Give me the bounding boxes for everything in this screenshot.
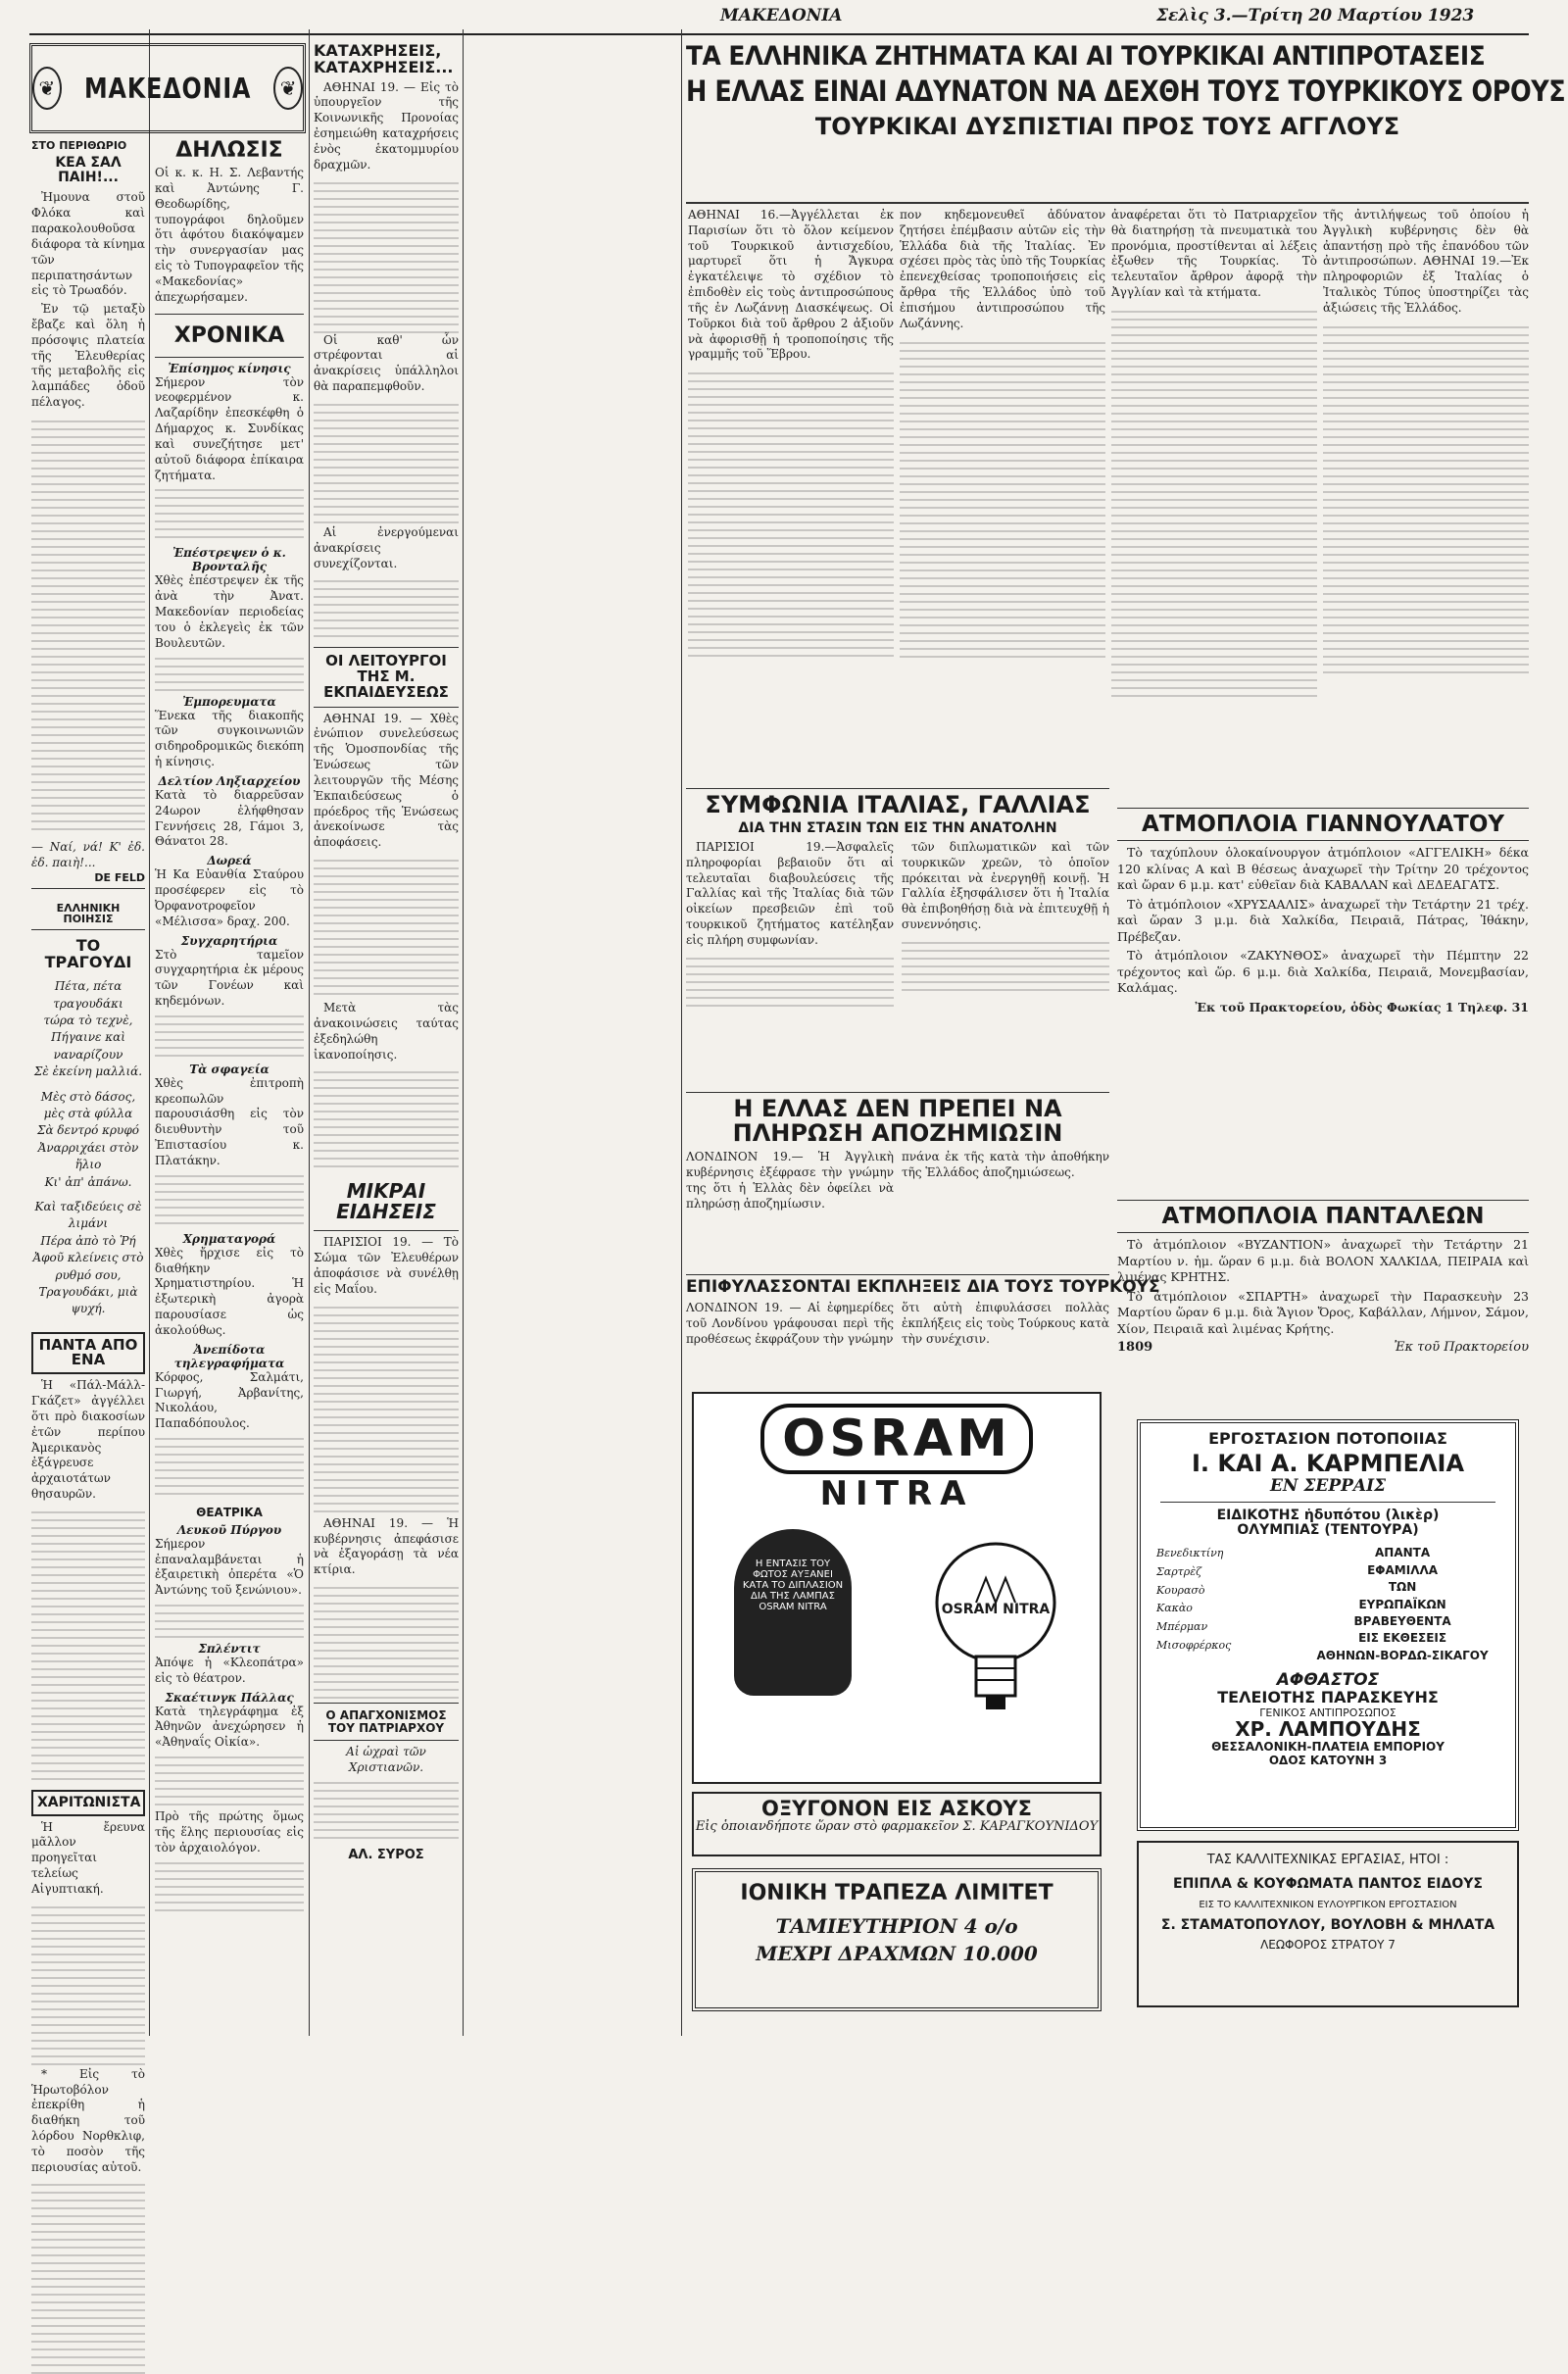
divider (314, 647, 459, 648)
item-head: Ἐμπορευματα (182, 694, 276, 709)
poem-line: Σὲ ἐκείνη μαλλιά. (33, 1064, 143, 1079)
item-head: Τὰ σφαγεία (189, 1062, 270, 1076)
article-paragraph: Ἐν τῷ μεταξὺ ἔβαζε καὶ ὅλη ἡ πρόσοψις πλατεία τῆς Ἐλευθερίας τῆς μεταβολῆς εἰς λαμπάδες ὁδοῦ πέλαγος. (31, 302, 145, 410)
osram-logo-frame (760, 1404, 1033, 1474)
text-block (155, 1169, 304, 1228)
text-block (314, 1301, 459, 1516)
divider (314, 707, 459, 708)
chronika-title: ΧΡΟΝΙΚΑ (173, 322, 285, 348)
ship1-paragraph: Τὸ ἀτμόπλοιον «ΖΑΚΥΝΘΟΣ» ἀναχωρεῖ τὴν Πέμπτην 22 τρέχοντος καὶ ὥρ. 6 μ.μ. διὰ Χαλκίδα, Πειραιᾶ, Μονεμβασίαν, Καλάμας. (1117, 948, 1529, 996)
poem-line: Ἀναρριχάει στὸν ἥλιο (37, 1140, 139, 1172)
divider (1117, 1232, 1529, 1233)
divider (686, 1274, 1109, 1275)
box2-title: ΧΑΡΙΤΩΝΙΣΤΑ (37, 1794, 141, 1810)
light-bulb-icon (932, 1529, 1059, 1735)
item-text: Χθὲς ἐπέστρεψεν ἐκ τῆς ἀνὰ τὴν Ἀνατ. Μακεδονίαν περιοδείας του ὁ ἐκλεγεὶς ἐκ τῶν Βουλευτῶν. (155, 573, 304, 650)
column-rule (149, 29, 150, 2036)
running-header-paper: ΜΑΚΕΔΟΝΙΑ (720, 6, 843, 25)
divider (686, 788, 1109, 789)
masthead-emblem-icon: ❦ (273, 67, 303, 110)
teachers-paragraph: ΑΘΗΝΑΙ 19. — Χθὲς ἐνώπιον συνελεύσεως τῆς Ὁμοσπονδίας τῆς Ἑνώσεως τῶν λειτουργῶν τῆς Μέσης Ἐκπαιδεύσεως ὁ πρόεδρος τῆς Ἑνώσεως ἀνεκοίνωσε τὰς ἀποφάσεις. (314, 711, 459, 850)
poem-section: ΕΛΛΗΝΙΚΗ ΠΟΙΗΣΙΣ (56, 901, 121, 926)
headline-main: ΤΑ ΕΛΛΗΝΙΚΑ ΖΗΤΗΜΑΤΑ ΚΑΙ ΑΙ ΤΟΥΡΚΙΚΑΙ ΑΝΤΙΠΡΟΤΑΣΕΙΣ (686, 41, 1486, 72)
divider (314, 1703, 459, 1704)
main-article-col (688, 208, 894, 776)
factory-claim: ΕΦΑΜΙΛΛΑ (1367, 1562, 1439, 1577)
poem-line: Καὶ ταξιδεύεις σὲ λιμάνι (34, 1200, 142, 1231)
signature: DE FELD (94, 870, 145, 884)
header-rule (29, 33, 1529, 35)
item-text: Κατὰ τηλεγράφημα ἐξ Ἀθηνῶν ἀνεχώρησεν ἡ «Ἀθηναΐς Οἰκία». (155, 1704, 304, 1750)
workshop-line: Σ. ΣΤΑΜΑΤΟΠΟΥΛΟΥ, ΒΟΥΛΟΒΗ & ΜΗΛΑΤΑ (1160, 1916, 1495, 1933)
patriarch-subtitle: Αἱ ὠχραὶ τῶν Χριστιανῶν. (346, 1745, 426, 1775)
text-block (31, 1901, 145, 2067)
factory-product: Μισοφρέρκος (1156, 1638, 1232, 1652)
italy-subtitle: ΔΙΑ ΤΗΝ ΣΤΑΣΙΝ ΤΩΝ ΕΙΣ ΤΗΝ ΑΝΑΤΟΛΗΝ (738, 820, 1057, 837)
masthead-title: ΜΑΚΕΔΟΝΙΑ (83, 72, 252, 105)
divider (31, 888, 145, 889)
briefs-paragraph: ΑΘΗΝΑΙ 19. — Ἡ κυβέρνησις ἀπεφάσισε νὰ ἐξαγοράσῃ τὰ νέα κτίρια. (314, 1515, 459, 1577)
workshop-title: ΤΑΣ ΚΑΛΛΙΤΕΧΝΙΚΑΣ ΕΡΓΑΣΙΑΣ, ΗΤΟΙ : (1206, 1853, 1449, 1867)
factory-product: Κακὰο (1156, 1602, 1193, 1615)
factory-claim: ΒΡΑΒΕΥΘΕΝΤΑ (1353, 1613, 1451, 1628)
factory-foot: ΤΕΛΕΙΟΤΗΣ ΠΑΡΑΣΚΕΥΗΣ (1217, 1687, 1439, 1706)
box-paragraph: Ἡ «Πάλ-Μάλλ-Γκάζετ» ἀγγέλλει ὅτι πρὸ διακοσίων ἐτῶν περίπου Ἀμερικανὸς ἐξάγρευσε ἀρχαιοτάτων θησαυρῶν. (31, 1378, 145, 1502)
divider (1117, 808, 1529, 809)
factory-product: Κουρασὸ (1156, 1583, 1205, 1597)
text-block (155, 1010, 304, 1059)
item-text: Σήμερον τὸν νεοφερμένον κ. Λαζαρίδην ἐπεσκέφθη ὁ Δήμαρχος κ. Συνδίκας καὶ συνεζήτησε μετ' αὐτοῦ διάφορα ἐπίκαιρα ζητήματα. (155, 374, 304, 482)
item-head: Δελτίον Ληξιαρχείου (158, 773, 301, 788)
ship2-foot-right: Ἐκ τοῦ Πρακτορείου (1394, 1340, 1529, 1356)
running-header-date: Σελὶς 3.—Τρίτη 20 Μαρτίου 1923 (1156, 6, 1475, 25)
ship1-title: ΑΤΜΟΠΛΟΙΑ ΓΙΑΝΝΟΥΛΑΤΟΥ (1141, 812, 1505, 837)
factory-claim: ΕΥΡΩΠΑΪΚΩΝ (1358, 1597, 1446, 1611)
briefs-title: ΜΙΚΡΑΙ ΕΙΔΗΣΕΙΣ (336, 1179, 436, 1224)
workshop-ad (1137, 1841, 1519, 2007)
box2-paragraph: * Εἰς τὸ Ἡρωτοβόλον ἐπεκρίθη ἡ διαθήκη τοῦ λόρδου Νορθκλιφ, τὸ ποσὸν τῆς περιουσίας αὐτοῦ. (31, 2066, 145, 2174)
item-head: Δωρεά (207, 854, 252, 868)
main-article-text: ἀναφέρεται ὅτι τὸ Πατριαρχεῖον θὰ διατηρήσῃ τὰ πνευματικὰ του προνόμια, προστίθενται αἱ λέξεις ἐξωθεν τῆς Τουρκίας. Τὸ τελευταῖον ἄρθρον ἀφορᾷ τὴν Ἀγγλίαν καὶ τὰ κτήματα. (1111, 208, 1317, 300)
theatre-head: ΘΕΑΤΡΙΚΑ (196, 1506, 263, 1520)
divider (314, 1740, 459, 1741)
text-block (155, 483, 304, 542)
poem-line: Πήγαινε καὶ ναναρίζουν (51, 1030, 125, 1062)
teachers-paragraph: Μετὰ τὰς ἀνακοινώσεις ταύτας ἐξεδηλώθη ἰκανοποίησις. (314, 1001, 459, 1062)
box2-title-frame (31, 1790, 145, 1816)
workshop-line: ΕΠΙΠΛΑ & ΚΟΥΦΩΜΑΤΑ ΠΑΝΤΟΣ ΕΙΔΟΥΣ (1173, 1876, 1483, 1892)
workshop-line: ΕΙΣ ΤΟ ΚΑΛΛΙΤΕΧΝΙΚΟΝ ΕΥΛΟΥΡΓΙΚΟΝ ΕΡΓΟΣΤΑΣΙΟΝ (1199, 1899, 1457, 1910)
bank-limit: ΜΕΧΡΙ ΔΡΑΧΜΩΝ 10.000 (756, 1942, 1038, 1966)
poem-line: Κι' ἀπ' ἀπάνω. (44, 1174, 132, 1189)
surprises-paragraph: ὅτι αὐτὴ ἐπιφυλάσσει πολλὰς ἐκπλήξεις εἰς τοὺς Τούρκους κατὰ τὴν συνέχισιν. (902, 1300, 1109, 1346)
item-head: Ἀνεπίδοτα τηλεγραφήματα (173, 1342, 285, 1370)
bank-title: ΙΟΝΙΚΗ ΤΡΑΠΕΖΑ ΛΙΜΙΤΕΤ (740, 1881, 1054, 1905)
osram-ad (692, 1392, 1102, 1784)
divider (314, 1230, 459, 1231)
poem-line: τώρα τὸ τεχνὲ, (43, 1014, 133, 1028)
main-article-col (900, 208, 1105, 776)
article-closing: — Ναί, νά! Κ' ἐδ. ἐδ. παιὴ!... (31, 839, 145, 869)
item-text: Κατὰ τὸ διαρρεῦσαν 24ωρον ἐλήφθησαν Γεννήσεις 28, Γάμοι 3, Θάνατοι 28. (155, 787, 304, 849)
text-block (314, 574, 459, 643)
briefs-paragraph: ΠΑΡΙΣΙΟΙ 19. — Τὸ Σώμα τῶν Ἐλευθέρων ἀποφάσισε νὰ συνέλθῃ εἰς Μαΐου. (314, 1235, 459, 1296)
headline-secondary: Η ΕΛΛΑΣ ΕΙΝΑΙ ΑΔΥΝΑΤΟΝ ΝΑ ΔΕΧΘΗ ΤΟΥΣ ΤΟΥΡΚΙΚΟΥΣ ΟΡΟΥΣ (686, 74, 1566, 109)
italy-france-article (686, 784, 1109, 1078)
main-article-text: τῆς ἀντιλήψεως τοῦ ὁποίου ἡ Ἀγγλικὴ κυβέρνησις δὲν θὰ ἀπαντήσῃ πρὸ τῆς ἐπανόδου τῶν ἀντιπροσώπων. ΑΘΗΝΑΙ 19.—Ἐκ πληροφοριῶν ἐξ Ἰταλίας ὁ Ἰταλικὸς Τύπος ὑποστηρίζει τὰς ἀξιώσεις τῆς Ἑλλάδος. (1323, 208, 1529, 315)
masthead (29, 43, 306, 133)
oxygen-ad (692, 1792, 1102, 1856)
item-text: Ἀπόψε ἡ «Κλεοπάτρα» εἰς τὸ θέατρον. (155, 1655, 304, 1685)
greece-paragraph: ΛΟΝΔΙΝΟΝ 19.— Ἡ Ἀγγλικὴ κυβέρνησις ἐξέφρασε τὴν γνώμην της ὅτι ἡ Ἑλλὰς δὲν ὀφείλει νὰ πληρώσῃ ἀποζημίωσιν. (686, 1150, 894, 1211)
headline-tertiary: ΤΟΥΡΚΙΚΑΙ ΔΥΣΠΙΣΤΙΑΙ ΠΡΟΣ ΤΟΥΣ ΑΓΓΛΟΥΣ (814, 112, 1400, 140)
text-block (686, 952, 894, 1011)
ship1-footer: Ἐκ τοῦ Πρακτορείου, ὁδὸς Φωκίας 1 Τηλεφ. 31 (1195, 999, 1529, 1014)
text-block (155, 1432, 304, 1501)
osram-logo: OSRAM (782, 1410, 1011, 1468)
factory-spec2: ΟΛΥΜΠΙΑΣ (ΤΕΝΤΟΥΡΑ) (1237, 1521, 1419, 1538)
column-rule (681, 29, 682, 2036)
abuses-paragraph: Αἱ ἐνεργούμεναι ἀνακρίσεις συνεχίζονται. (314, 524, 459, 570)
factory-claim: ΤΩΝ (1388, 1580, 1417, 1595)
factory-foot: ΘΕΣΣΑΛΟΝΙΚΗ-ΠΛΑΤΕΙΑ ΕΜΠΟΡΙΟΥ (1211, 1739, 1445, 1754)
ship1-ad (1117, 804, 1529, 1192)
divider (155, 314, 304, 315)
column-rule (309, 29, 310, 2036)
surprises-title: ΕΠΙΦΥΛΑΣΣΟΝΤΑΙ ΕΚΠΛΗΞΕΙΣ ΔΙΑ ΤΟΥΣ ΤΟΥΡΚΟΥΣ (686, 1277, 1160, 1297)
factory-product: Βενεδικτίνη (1156, 1547, 1224, 1560)
ship1-paragraph: Τὸ ταχύπλουν ὁλοκαίνουργον ἀτμόπλοιον «ΑΓΓΕΛΙΚΗ» δέκα 120 κλίνας Α καὶ Β θέσεως ἀναχωρεῖ τὴν Τρίτην 20 τρέχοντος καὶ ὥραν 6 μ.μ. κατ' εὐθεῖαν διὰ ΚΑΒΑΛΑΝ καὶ ΔΕΔΕΑΓΑΤΣ. (1117, 845, 1529, 893)
patriarch-title: Ο ΑΠΑΓΧΟΝΙΣΜΟΣ ΤΟΥ ΠΑΤΡΙΑΡΧΟΥ (325, 1708, 447, 1735)
greece-article (686, 1088, 1109, 1264)
divider (686, 1092, 1109, 1093)
text-block (155, 652, 304, 691)
factory-claim: ΑΠΑΝΤΑ (1375, 1546, 1431, 1560)
ship2-foot-left: 1809 (1117, 1340, 1153, 1356)
text-block (31, 1506, 145, 1780)
divider (1160, 1502, 1495, 1503)
ship2-paragraph: Τὸ ἀτμόπλοιον «ΣΠΑΡΤΗ» ἀναχωρεῖ τὴν Παρασκευὴν 23 Μαρτίου ὥραν 6 μ.μ. διὰ Ἅγιον Ὄρος, Καβάλλαν, Λήμνον, Σάμον, Χίον, Πειραιᾶ καὶ λιμένας Κρήτης. (1117, 1288, 1529, 1336)
item-head: Λευκοῦ Πύργου (176, 1522, 282, 1537)
item-head: Σπλέντιτ (198, 1641, 261, 1656)
poem-line: Τραγουδάκι, μιὰ ψυχή. (38, 1284, 138, 1316)
text-block (31, 2178, 145, 2374)
divider (686, 202, 1529, 204)
factory-spec: ΕΙΔΙΚΟΤΗΣ ἡδυπότου (λικὲρ) (1216, 1507, 1440, 1523)
factory-product: Σαρτρὲζ (1156, 1565, 1202, 1579)
abuses-title: ΚΑΤΑΧΡΗΣΕΙΣ, ΚΑΤΑΧΡΗΣΕΙΣ... (314, 41, 454, 76)
greece-title: Η ΕΛΛΑΣ ΔΕΝ ΠΡΕΠΕΙ ΝΑ ΠΛΗΡΩΣΗ ΑΠΟΖΗΜΙΩΣΙΝ (732, 1095, 1063, 1148)
factory-foot: ΑΦΘΑΣΤΟΣ (1276, 1670, 1380, 1691)
main-article-text: πον κηδεμονευθεῖ ἀδύνατον ζητήσει ἐπέμβασιν αὐτῶν εἰς τὴν Ἑλλάδα διὰ τῆς Ἰταλίας. Ἐν σχέσει πρὸς τὰς ὑπὸ τῆς Τουρκίας ἐπενεχθείσας τροποποιήσεις εἰς ἄρθρα τῆς Ἑλλάδος ὑπὸ τοῦ ἐπισήμου ἀντιπροσώπου τῆς Λωζάννης. (900, 208, 1105, 330)
item-text: Σήμερον ἐπαναλαμβάνεται ἡ ἐξαιρετικὴ ὀπερέτα «Ὁ Ἀντώνης τοῦ ξενώνιου». (155, 1536, 304, 1598)
item-text: Πρὸ τῆς πρώτης ὅμως τῆς ἕλης περιουσίας εἰς τὸν ἀρχαιολόγον. (155, 1809, 304, 1855)
patriarch-signature: ΑΛ. ΣΥΡΟΣ (348, 1847, 424, 1862)
osram-text-bulb: Η ΕΝΤΑΣΙΣ ΤΟΥ ΦΩΤΟΣ ΑΥΞΑΝΕΙ ΚΑΤΑ ΤΟ ΔΙΠΛΑΣΙΟΝ ΔΙΑ ΤΗΣ ΛΑΜΠΑΣ OSRAM NITRA (734, 1529, 852, 1696)
bank-ad (692, 1868, 1102, 2011)
osram-sub: NITRA (819, 1474, 974, 1513)
column-2 (155, 139, 304, 2016)
ship2-paragraph: Τὸ ἀτμόπλοιον «ΒΥΖΑΝΤΙΟΝ» ἀναχωρεῖ τὴν Τετάρτην 21 Μαρτίου ν. ἡμ. ὥραν 6 μ.μ. διὰ ΒΟΛΟΝ ΧΑΛΚΙΔΑ, ΠΕΙΡΑΙΑ καὶ λιμένας ΚΡΗΤΗΣ. (1117, 1237, 1529, 1285)
box-title: ΠΑΝΤΑ ΑΠΟ ΕΝΑ (38, 1335, 138, 1369)
factory-claim: ΕΙΣ ΕΚΘΕΣΕΙΣ (1358, 1631, 1447, 1646)
bulb-label: OSRAM NITRA (941, 1602, 1051, 1617)
column-rule (463, 29, 464, 2036)
text-block (314, 1776, 459, 1845)
article-title: ΚΕΑ ΣΑΛ ΠΑΙΗ!... (55, 155, 122, 185)
text-block (31, 415, 145, 836)
item-head: Συγχαρητήρια (180, 933, 278, 948)
text-block (155, 1599, 304, 1638)
factory-foot: ΟΔΟΣ ΚΑΤΟΥΝΗ 3 (1268, 1753, 1388, 1767)
divider (155, 357, 304, 358)
text-block (314, 398, 459, 525)
divider (31, 929, 145, 930)
workshop-line: ΛΕΩΦΟΡΟΣ ΣΤΡΑΤΟΥ 7 (1260, 1938, 1396, 1953)
oxygen-title: ΟΞΥΓΟΝΟΝ ΕΙΣ ΑΣΚΟΥΣ (761, 1797, 1032, 1820)
statement-text: Οἱ κ. κ. Η. Σ. Λεβαντής καὶ Ἀντώνης Γ. Θεοδωρίδης, τυπογράφοι δηλοῦμεν ὅτι ἀφότου διακόψαμεν τὴν συνεργασίαν μας εἰς τὸ Τυπογραφεῖον τῆς «Μακεδονίας» ἀπεχωρήσαμεν. (155, 166, 304, 304)
section-label: ΣΤΟ ΠΕΡΙΘΩΡΙΟ (31, 139, 127, 152)
abuses-paragraph: Οἱ καθ' ὧν στρέφονται αἱ ἀνακρίσεις ὑπάλληλοι θὰ παραπεμφθοῦν. (314, 332, 459, 394)
italy-title: ΣΥΜΦΩΝΙΑ ΙΤΑΛΙΑΣ, ΓΑΛΛΙΑΣ (705, 791, 1091, 818)
item-text: Χθὲς ἐπιτροπὴ κρεοπωλῶν παρουσιάσθη εἰς τὸν διευθυντὴν τοῦ Ἐπιστασίου κ. Πλατάκην. (155, 1075, 304, 1167)
factory-foot: ΓΕΝΙΚΟΣ ΑΝΤΙΠΡΟΣΩΠΟΣ (1259, 1706, 1396, 1719)
poem-line: Πέρα ἀπὸ τὸ Ῥή (40, 1233, 136, 1248)
item-head: Χρηματαγορά (182, 1231, 276, 1246)
poem-line: Μὲς στὸ δάσος, μὲς στὰ φύλλα (40, 1089, 136, 1121)
text-block (314, 1581, 459, 1699)
italy-paragraph: ΠΑΡΙΣΙΟΙ 19.—Ἀσφαλεῖς πληροφορίαι βεβαιοῦν ὅτι αἱ τελευταῖαι διαβουλεύσεις τῆς Γαλλίας καὶ τῆς Ἰταλίας διὰ τῶν οἰκείων πρεσβειῶν ἐπὶ τοῦ τουρκικοῦ ζητήματος κατέληξαν εἰς πλήρη συμφωνίαν. (686, 839, 894, 947)
divider (1117, 840, 1529, 841)
abuses-paragraph: ΑΘΗΝΑΙ 19. — Εἰς τὸ ὑπουργεῖον τῆς Κοινωνικῆς Προνοίας ἐσημειώθη καταχρήσεις ἑνὸς ἑκατομμυρίου δραχμῶν. (314, 79, 459, 172)
text-block (902, 936, 1109, 995)
text-block (155, 1751, 304, 1809)
item-text: Κόρφος, Σαλμάτι, Γιωργή, Ἀρβανίτης, Νικολάου, Παπαδόπουλος. (155, 1369, 304, 1431)
divider (1117, 1200, 1529, 1201)
bank-savings: ΤΑΜΙΕΥΤΗΡΙΟΝ 4 ο/ο (775, 1914, 1018, 1939)
poem-title: ΤΟ ΤΡΑΓΟΥΔΙ (44, 935, 132, 971)
column-1 (31, 139, 145, 2174)
box-title-frame (31, 1332, 145, 1375)
text-block (314, 854, 459, 1001)
main-article-col (1323, 208, 1529, 796)
poem-line: Πέτα, πέτα τραγουδάκι (53, 979, 123, 1011)
text-block (688, 367, 894, 661)
greece-paragraph: πνάνα ἐκ τῆς κατὰ τὴν ἀποθήκην τῆς Ἑλλάδος ἀποζημιώσεως. (902, 1150, 1109, 1180)
column-3 (314, 43, 459, 2013)
masthead-emblem-icon: ❦ (32, 67, 62, 110)
ship2-ad (1117, 1196, 1529, 1411)
article-paragraph: Ἠμουνα στοῦ Φλόκα καὶ παρακολουθοῦσα διάφορα τὰ κίνημα τῶν περιπατησάντων εἰς τὸ Τρωαδόν. (31, 190, 145, 298)
main-article-text: ΑΘΗΝΑΙ 16.—Ἀγγέλλεται ἐκ Παρισίων ὅτι τὸ ὅλον κείμενον τοῦ Τουρκικοῦ ἀντισχεδίου, μαρτυρεῖ ὅτι ἡ Ἄγκυρα ἐγκατέλειψε τὸ σχέδιον τὸ ἐπιδοθὲν εἰς τοὺς ἀντιπροσώπους τῆς ἐν Λωζάννῃ Διασκέψεως. Οἱ Τοῦρκοι διὰ τοῦ ἄρθρου 2 ἀξιοῦν νὰ ἀφορισθῇ ἡ τροποποίησις τῆς γραμμῆς τοῦ Ἕβρου. (688, 208, 894, 362)
item-text: Χθὲς ἤρχισε εἰς τὸ διαθήκην Χρηματιστηρίου. Ἡ ἐξωτερικὴ ἀγορὰ παρουσίασε ὡς ἀκολούθως. (155, 1245, 304, 1337)
poem-line: Ἀφοῦ κλείνεις στὸ ρυθμό σου, (32, 1251, 144, 1282)
factory-place: ΕΝ ΣΕΡΡΑΙΣ (1269, 1475, 1387, 1496)
item-head: Ἐπέστρεψεν ὁ κ. Βρονταλῆς (172, 546, 286, 574)
item-head: Σκαέτινγκ Πάλλας (165, 1690, 294, 1705)
factory-ad (1137, 1419, 1519, 1831)
bulb-illustration (932, 1529, 1059, 1617)
statement-title: ΔΗΛΩΣΙΣ (175, 138, 283, 163)
ship1-paragraph: Τὸ ἀτμόπλοιον «ΧΡΥΣΑΑΛΙΣ» ἀναχωρεῖ τὴν Τετάρτην 21 τρέχ. καὶ ὥραν 3 μ.μ. διὰ Χαλκίδα, Πειραιᾶ, Πάτρας, Ἰθάκην, Πρέβεζαν. (1117, 896, 1529, 944)
surprises-paragraph: ΛΟΝΔΙΝΟΝ 19. — Αἱ ἐφημερίδες τοῦ Λονδίνου γράφουσαι περὶ τῆς προθέσεως ἐκφράζουν τὴν γνώμην (686, 1300, 894, 1346)
text-block (155, 1856, 304, 1915)
text-block (314, 176, 459, 333)
text-block (314, 1065, 459, 1173)
text-block (1323, 321, 1529, 673)
item-head: Ἐπίσημος κίνησις (168, 361, 291, 375)
main-headlines (686, 41, 1566, 200)
oxygen-text: Εἰς ὁποιανδήποτε ὥραν στὸ φαρμακεῖον Σ. ΚΑΡΑΓΚΟΥΝΙΔΟΥ (695, 1819, 1099, 1835)
teachers-title: ΟΙ ΛΕΙΤΟΥΡΓΟΙ ΤΗΣ Μ. ΕΚΠΑΙΔΕΥΣΕΩΣ (323, 652, 449, 701)
main-article-col (1111, 208, 1317, 796)
item-text: Ἡ Κα Εὐανθία Σταύρου προσέφερεν εἰς τὸ Ὀρφανοτροφεῖον «Μέλισσα» δραχ. 200. (155, 867, 304, 928)
text-block (1111, 305, 1317, 697)
box2-paragraph: Ἡ ἔρευνα μᾶλλον προηγεῖται τελείως Αἰγυπτιακή. (31, 1819, 145, 1896)
factory-title: ΕΡΓΟΣΤΑΣΙΟΝ ΠΟΤΟΠΟΙΙΑΣ (1208, 1429, 1447, 1448)
italy-paragraph: τῶν διπλωματικῶν καὶ τῶν τουρκικῶν χρεῶν, τὸ ὁποῖον πρόκειται νὰ ἐνεργηθῇ κοινῇ. Ἡ Γαλλία ἐξησφάλισεν ὅτι ἡ Ἰταλία θὰ ἐπιβοηθήσῃ διὰ νὰ ἐπιτευχθῇ ἡ συνεννόησις. (902, 839, 1109, 932)
ship2-title: ΑΤΜΟΠΛΟΙΑ ΠΑΝΤΑΛΕΩΝ (1161, 1204, 1485, 1229)
factory-name: Ι. ΚΑΙ Α. ΚΑΡΜΠΕΛΙΑ (1191, 1449, 1465, 1477)
poem-line: Σὰ δεντρό κρυφό (37, 1123, 139, 1138)
item-text: Στὸ ταμεῖον συγχαρητήρια ἐκ μέρους τῶν Γονέων καὶ κηδεμόνων. (155, 947, 304, 1008)
factory-foot: ΧΡ. ΛΑΜΠΟΥΔΗΣ (1235, 1716, 1421, 1741)
text-block (900, 336, 1105, 660)
factory-claim: ΑΘΗΝΩΝ-ΒΟΡΔΩ-ΣΙΚΑΓΟΥ (1316, 1648, 1489, 1662)
item-text: Ἕνεκα τῆς διακοπῆς τῶν συγκοινωνιῶν σιδηροδρομικῶς διεκόπη ἡ κίνησις. (155, 708, 304, 769)
factory-product: Μπέρμαν (1156, 1620, 1208, 1634)
